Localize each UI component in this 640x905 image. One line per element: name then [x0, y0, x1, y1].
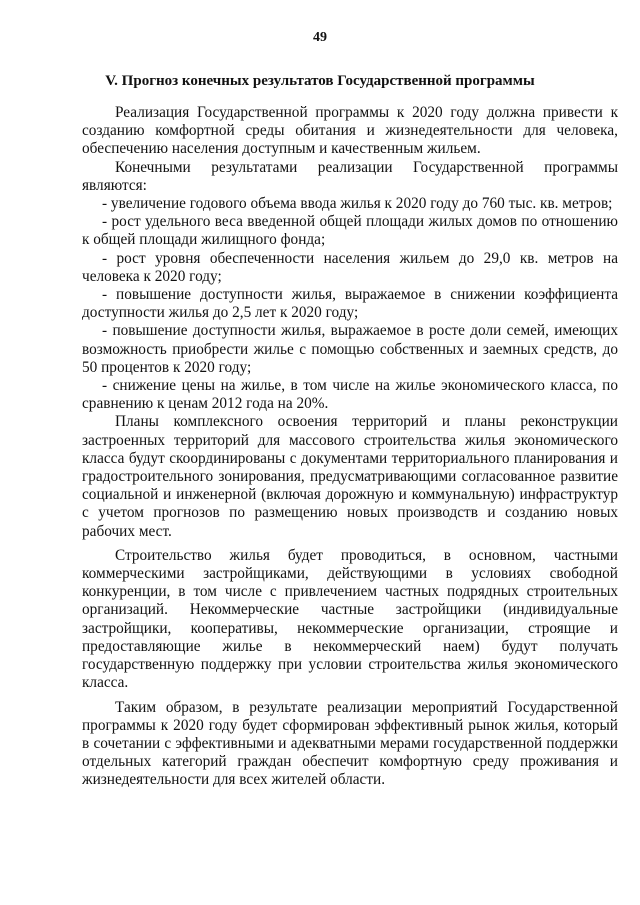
list-item: - повышение доступности жилья, выражаемое в снижении коэффициента доступности жилья до 2,5 лет к 2020 году; — [82, 286, 618, 322]
section-heading: V. Прогноз конечных результатов Государственной программы — [105, 73, 535, 89]
paragraph-results-lead: Конечными результатами реализации Государственной программы являются: — [82, 158, 618, 194]
paragraph-conclusion: Таким образом, в результате реализации мероприятий Государственной программы к 2020 году будет сформирован эффективный рынок жилья, который в сочетании с эффективными и адекватными мерами государственной поддержки отдельных категорий граждан обеспечит комфортную среду проживания и жизнедеятельности для всех жителей области. — [82, 698, 618, 789]
paragraph-intro: Реализация Государственной программы к 2020 году должна привести к созданию комфортной среды обитания и жизнедеятельности для человека, обеспечению населения доступным и качественным жильем. — [82, 104, 618, 158]
list-item: - увеличение годового объема ввода жилья к 2020 году до 760 тыс. кв. метров; — [102, 195, 613, 213]
paragraph-construction: Строительство жилья будет проводиться, в основном, частными коммерческими застройщиками, действующими в условиях свободной конкуренции, в том числе с привлечением частных подрядных строительных организаций. Некоммерческие частные застройщики (индивидуальные застройщики, кооперативы, некоммерческие организации, строящие и предоставляющие жилье в некоммерческий наем) будут получать государственную поддержку при условии строительства жилья экономического класса. — [82, 546, 618, 692]
list-item: - снижение цены на жилье, в том числе на жилье экономического класса, по сравнению к ценам 2012 года на 20%. — [82, 377, 618, 413]
list-item: - рост удельного веса введенной общей площади жилых домов по отношению к общей площади жилищного фонда; — [82, 213, 618, 249]
list-item: - повышение доступности жилья, выражаемое в росте доли семей, имеющих возможность приобрести жилье с помощью собственных и заемных средств, до 50 процентов к 2020 году; — [82, 322, 618, 376]
document-body — [82, 104, 618, 790]
list-item: - рост уровня обеспеченности населения жильем до 29,0 кв. метров на человека к 2020 году; — [82, 249, 618, 285]
paragraph-plans: Планы комплексного освоения территорий и планы реконструкции застроенных территорий для массового строительства жилья экономического класса будут скоординированы с документами территориального планирования и градостроительного зонирования, предусматривающими согласованное развитие социальной и инженерной (включая дорожную и коммунальную) инфраструктур с учетом прогнозов по размещению новых производств и созданию новых рабочих мест. — [82, 413, 618, 540]
page-number: 49 — [313, 30, 327, 45]
